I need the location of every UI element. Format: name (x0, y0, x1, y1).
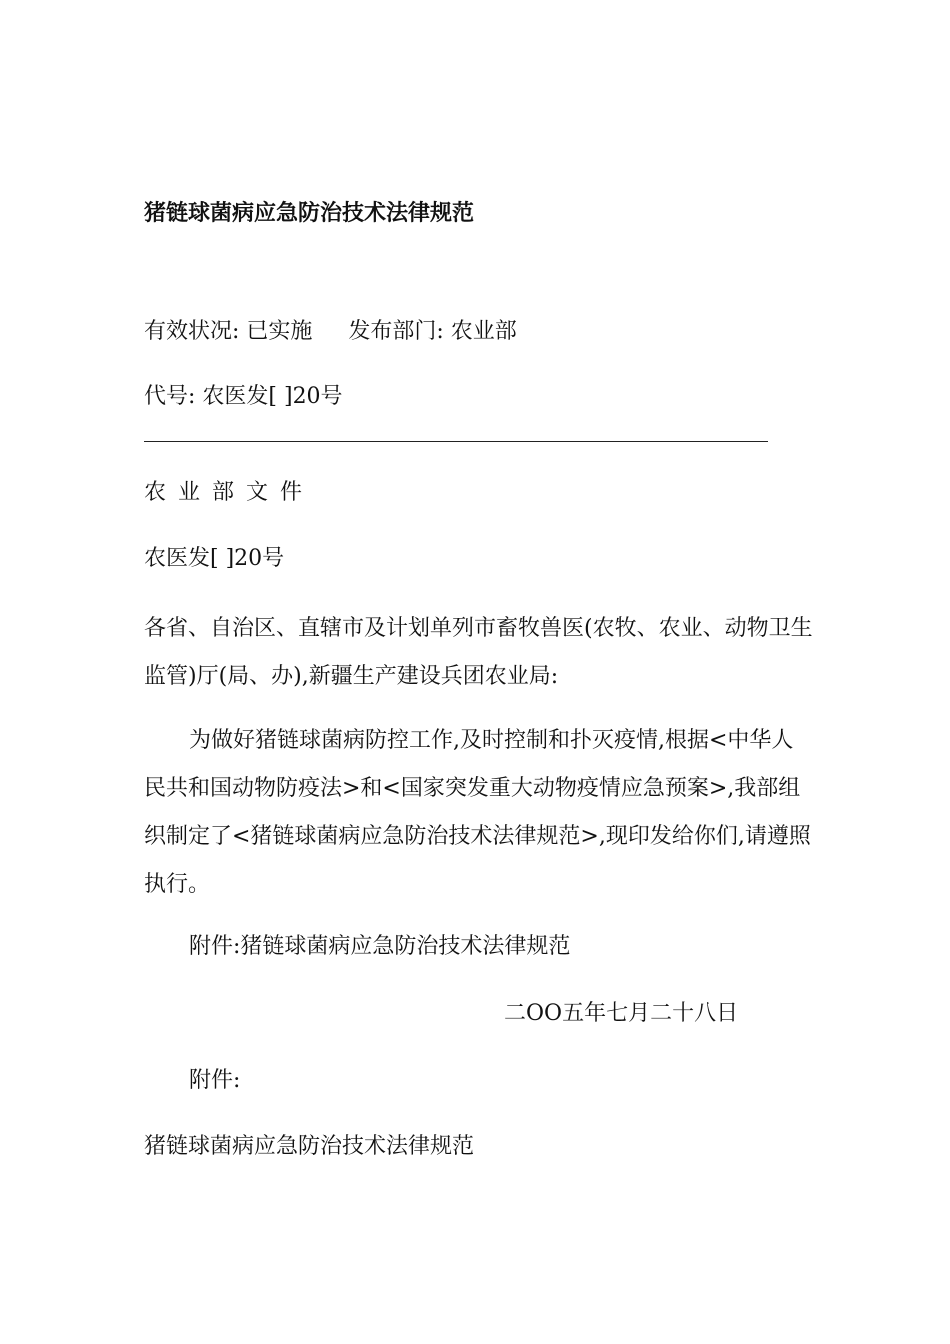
body-paragraph: 为做好猪链球菌病防控工作,及时控制和扑灭疫情,根据<中华人民共和国动物防疫法>和<国家突发重大动物疫情应急预案>,我部组织制定了<猪链球菌病应急防治技术法律规范>,现印发给你们,请遵照执行。 (144, 728, 811, 897)
document-header-name: 农业部文件 (144, 480, 315, 505)
attachment-line: 附件:猪链球菌病应急防治技术法律规范 (189, 934, 571, 959)
code-line: 代号: 农医发[ ]20号 (144, 384, 343, 409)
separator-line (144, 441, 768, 442)
issue-date: 二OO五年七月二十八日 (504, 1001, 739, 1026)
attachment-title: 猪链球菌病应急防治技术法律规范 (144, 1134, 475, 1159)
effective-status: 有效状况: 已实施 (144, 319, 313, 344)
status-line (144, 317, 517, 347)
attachment-label: 附件: (189, 1068, 241, 1093)
recipients-paragraph: 各省、自治区、直辖市及计划单列市畜牧兽医(农牧、农业、动物卫生监管)厅(局、办),新疆生产建设兵团农业局: (144, 616, 813, 689)
document-number: 农医发[ ]20号 (144, 546, 285, 571)
issuing-department: 发布部门: 农业部 (348, 319, 517, 344)
document-title: 猪链球菌病应急防治技术法律规范 (144, 200, 475, 226)
